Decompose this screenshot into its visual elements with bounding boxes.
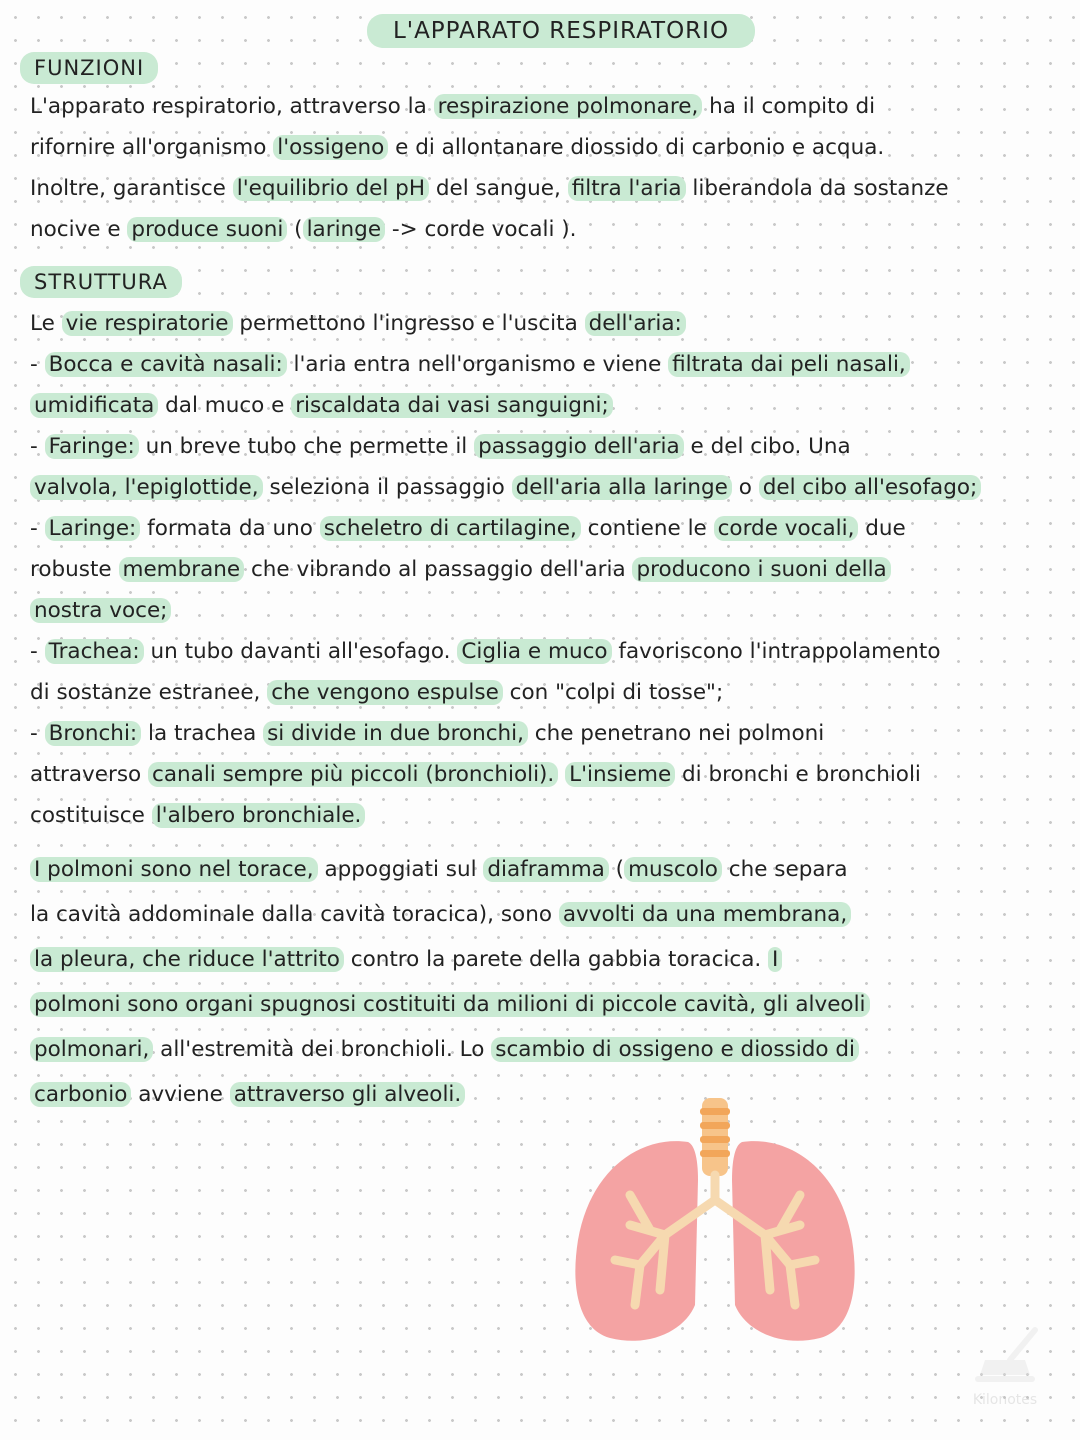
highlighted-text: muscolo	[624, 857, 722, 882]
text-segment: permettono l'ingresso e l'uscita	[232, 311, 585, 336]
text-segment: e di allontanare diossido di carbonio e acqua.	[388, 135, 885, 160]
text-segment: L'apparato respiratorio, attraverso la	[30, 94, 434, 119]
highlighted-text: umidificata	[30, 393, 158, 418]
highlighted-text: diaframma	[483, 857, 608, 882]
heading-funzioni: FUNZIONI	[20, 52, 158, 84]
text-segment: seleziona il passaggio	[262, 475, 512, 500]
text-segment: -	[30, 352, 45, 377]
highlighted-text: Faringe:	[45, 434, 139, 459]
text-segment: -	[30, 434, 45, 459]
struttura-line	[30, 348, 1020, 382]
highlighted-text: dell'aria alla laringe	[512, 475, 732, 500]
text-segment: (	[608, 857, 625, 882]
highlighted-text: Ciglia e muco	[457, 639, 611, 664]
highlighted-text: I	[768, 947, 782, 972]
text-segment: avviene	[131, 1082, 230, 1107]
struttura-line	[30, 758, 1020, 792]
highlighted-text: filtra l'aria	[568, 176, 686, 201]
text-segment: ha il compito di	[702, 94, 876, 119]
heading-struttura: STRUTTURA	[20, 266, 182, 298]
polmoni-line	[30, 1033, 1020, 1067]
funzioni-line	[30, 172, 1020, 206]
text-segment: -	[30, 516, 45, 541]
text-segment: Le	[30, 311, 62, 336]
text-segment: attraverso	[30, 762, 149, 787]
text-segment: liberandola da sostanze	[685, 176, 949, 201]
highlighted-text: L'insieme	[565, 762, 675, 787]
highlighted-text: scheletro di cartilagine,	[320, 516, 581, 541]
text-segment: che separa	[721, 857, 848, 882]
highlighted-text: vie respiratorie	[62, 311, 233, 336]
text-segment: robuste	[30, 557, 119, 582]
text-segment: (	[287, 217, 303, 242]
text-segment: nocive e	[30, 217, 128, 242]
struttura-line	[30, 799, 1020, 833]
highlighted-text: corde vocali,	[714, 516, 859, 541]
text-segment: un tubo davanti all'esofago.	[143, 639, 458, 664]
highlighted-text: Laringe:	[45, 516, 141, 541]
struttura-line	[30, 594, 1020, 628]
polmoni-line	[30, 1078, 1020, 1112]
highlighted-text: attraverso gli alveoli.	[230, 1082, 466, 1107]
text-segment: con "colpi di tosse";	[502, 680, 724, 705]
funzioni-line	[30, 90, 1020, 124]
text-segment: del sangue,	[429, 176, 568, 201]
text-segment: contro la parete della gabbia toracica.	[343, 947, 769, 972]
text-segment: appoggiati sul	[317, 857, 484, 882]
struttura-line	[30, 676, 1020, 710]
funzioni-line	[30, 213, 1020, 247]
highlighted-text: riscaldata dai vasi sanguigni;	[291, 393, 613, 418]
page-title: L'APPARATO RESPIRATORIO	[367, 14, 755, 48]
polmoni-line	[30, 898, 1020, 932]
text-segment: costituisce	[30, 803, 152, 828]
highlighted-text: si divide in due bronchi,	[263, 721, 528, 746]
text-segment: favoriscono l'intrappolamento	[611, 639, 941, 664]
highlighted-text: canali sempre più piccoli (bronchioli).	[148, 762, 558, 787]
text-segment: di bronchi e bronchioli	[675, 762, 921, 787]
struttura-line	[30, 635, 1020, 669]
text-segment: -	[30, 639, 45, 664]
text-segment: l'aria entra nell'organismo e viene	[286, 352, 669, 377]
highlighted-text: l'albero bronchiale.	[152, 803, 366, 828]
highlighted-text: avvolti da una membrana,	[559, 902, 851, 927]
highlighted-text: che vengono espulse	[267, 680, 503, 705]
struttura-line	[30, 430, 1020, 464]
polmoni-line	[30, 853, 1020, 887]
highlighted-text: l'equilibrio del pH	[233, 176, 429, 201]
text-segment: all'estremità dei bronchioli. Lo	[153, 1037, 492, 1062]
highlighted-text: respirazione polmonare,	[434, 94, 703, 119]
highlighted-text: l'ossigeno	[273, 135, 388, 160]
struttura-line	[30, 717, 1020, 751]
highlighted-text: Bronchi:	[45, 721, 142, 746]
highlighted-text: Trachea:	[45, 639, 144, 664]
highlighted-text: scambio di ossigeno e diossido di	[491, 1037, 859, 1062]
highlighted-text: polmoni sono organi spugnosi costituiti da milioni di piccole cavità, gli alveoli	[30, 992, 870, 1017]
highlighted-text: produce suoni	[127, 217, 287, 242]
highlighted-text: polmonari,	[30, 1037, 153, 1062]
watermark-text: Kilonotes	[972, 1392, 1038, 1408]
text-segment: che vibrando al passaggio dell'aria	[244, 557, 633, 582]
text-segment: due	[858, 516, 906, 541]
polmoni-line	[30, 943, 1020, 977]
text-segment: di sostanze estranee,	[30, 680, 268, 705]
struttura-line	[30, 512, 1020, 546]
highlighted-text: Bocca e cavità nasali:	[45, 352, 287, 377]
text-segment: un breve tubo che permette il	[138, 434, 475, 459]
struttura-line	[30, 553, 1020, 587]
highlighted-text: filtrata dai peli nasali,	[668, 352, 910, 377]
highlighted-text: carbonio	[30, 1082, 131, 1107]
struttura-line	[30, 307, 1020, 341]
text-segment: -> corde vocali ).	[385, 217, 577, 242]
text-segment: -	[30, 721, 45, 746]
highlighted-text: valvola, l'epiglottide,	[30, 475, 263, 500]
text-segment: la cavità addominale dalla cavità toracica), sono	[30, 902, 559, 927]
text-segment: o	[731, 475, 759, 500]
kilonotes-watermark	[950, 1320, 1060, 1420]
highlighted-text: producono i suoni della	[632, 557, 890, 582]
highlighted-text: nostra voce;	[30, 598, 171, 623]
struttura-line	[30, 389, 1020, 423]
highlighted-text: I polmoni sono nel torace,	[30, 857, 318, 882]
highlighted-text: la pleura, che riduce l'attrito	[30, 947, 344, 972]
highlighted-text: dell'aria:	[585, 311, 686, 336]
text-segment: e del cibo. Una	[683, 434, 851, 459]
text-segment: che penetrano nei polmoni	[527, 721, 825, 746]
text-segment: rifornire all'organismo	[30, 135, 274, 160]
highlighted-text: passaggio dell'aria	[474, 434, 684, 459]
highlighted-text: membrane	[119, 557, 245, 582]
text-segment: la trachea	[141, 721, 264, 746]
text-segment: contiene le	[580, 516, 714, 541]
text-segment: Inoltre, garantisce	[30, 176, 233, 201]
funzioni-line	[30, 131, 1020, 165]
highlighted-text: laringe	[303, 217, 385, 242]
struttura-line	[30, 471, 1020, 505]
highlighted-text: del cibo all'esofago;	[759, 475, 982, 500]
polmoni-line	[30, 988, 1020, 1022]
kilonotes-logo-icon	[950, 1320, 1060, 1390]
text-segment: formata da uno	[140, 516, 320, 541]
lungs-icon	[570, 1090, 860, 1350]
text-segment: dal muco e	[158, 393, 292, 418]
